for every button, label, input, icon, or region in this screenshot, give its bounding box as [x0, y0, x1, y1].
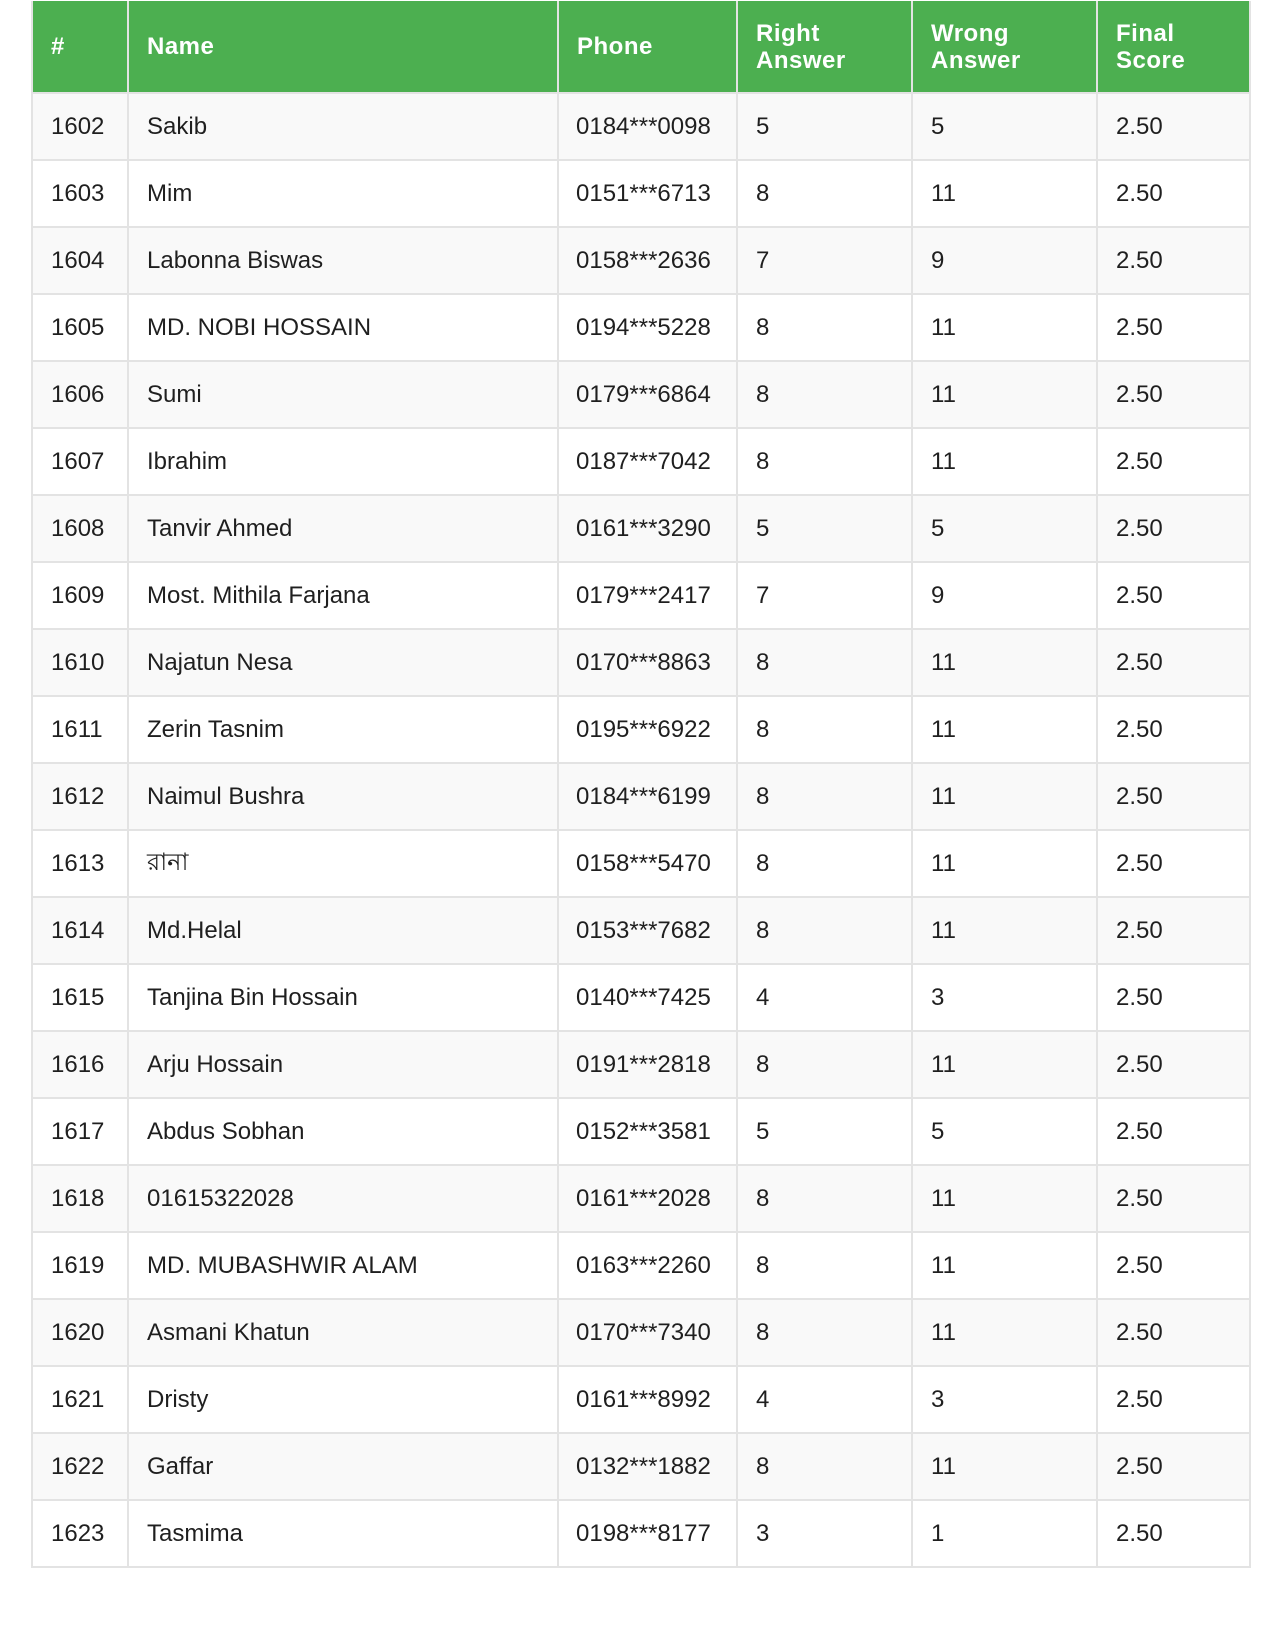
cell-wrong-answer: 9	[912, 227, 1097, 294]
cell-id: 1618	[32, 1165, 128, 1232]
cell-final-score: 2.50	[1097, 361, 1250, 428]
header-phone: Phone	[558, 1, 737, 93]
table-row	[32, 428, 1250, 495]
cell-wrong-answer: 5	[912, 495, 1097, 562]
cell-name: Dristy	[128, 1366, 558, 1433]
cell-right-answer: 7	[737, 227, 912, 294]
cell-phone: 0187***7042	[558, 428, 737, 495]
cell-right-answer: 8	[737, 629, 912, 696]
cell-final-score: 2.50	[1097, 562, 1250, 629]
cell-phone: 0163***2260	[558, 1232, 737, 1299]
cell-final-score: 2.50	[1097, 1500, 1250, 1567]
cell-id: 1610	[32, 629, 128, 696]
cell-final-score: 2.50	[1097, 1299, 1250, 1366]
table-row	[32, 629, 1250, 696]
header-wrong-answer-line1: Wrong	[931, 19, 1010, 47]
cell-right-answer: 8	[737, 1232, 912, 1299]
cell-phone: 0184***6199	[558, 763, 737, 830]
cell-phone: 0158***2636	[558, 227, 737, 294]
cell-final-score: 2.50	[1097, 1433, 1250, 1500]
cell-name: Labonna Biswas	[128, 227, 558, 294]
cell-id: 1619	[32, 1232, 128, 1299]
cell-wrong-answer: 11	[912, 1031, 1097, 1098]
cell-id: 1620	[32, 1299, 128, 1366]
cell-phone: 0184***0098	[558, 93, 737, 160]
table-body	[32, 93, 1250, 1567]
cell-wrong-answer: 11	[912, 897, 1097, 964]
cell-name: Najatun Nesa	[128, 629, 558, 696]
cell-right-answer: 8	[737, 1165, 912, 1232]
cell-phone: 0161***8992	[558, 1366, 737, 1433]
cell-phone: 0161***2028	[558, 1165, 737, 1232]
cell-id: 1602	[32, 93, 128, 160]
cell-name: Sumi	[128, 361, 558, 428]
cell-right-answer: 8	[737, 428, 912, 495]
header-id: #	[32, 1, 128, 93]
cell-id: 1621	[32, 1366, 128, 1433]
cell-right-answer: 8	[737, 830, 912, 897]
cell-wrong-answer: 5	[912, 1098, 1097, 1165]
cell-id: 1614	[32, 897, 128, 964]
cell-phone: 0153***7682	[558, 897, 737, 964]
cell-name: Arju Hossain	[128, 1031, 558, 1098]
header-name: Name	[128, 1, 558, 93]
table-header	[32, 1, 1250, 93]
cell-name: Tasmima	[128, 1500, 558, 1567]
cell-final-score: 2.50	[1097, 1031, 1250, 1098]
cell-right-answer: 3	[737, 1500, 912, 1567]
cell-final-score: 2.50	[1097, 1098, 1250, 1165]
table-row	[32, 1165, 1250, 1232]
table-row	[32, 495, 1250, 562]
cell-wrong-answer: 11	[912, 696, 1097, 763]
cell-id: 1607	[32, 428, 128, 495]
cell-final-score: 2.50	[1097, 1232, 1250, 1299]
cell-final-score: 2.50	[1097, 93, 1250, 160]
table-row	[32, 361, 1250, 428]
cell-right-answer: 8	[737, 160, 912, 227]
cell-right-answer: 5	[737, 495, 912, 562]
cell-id: 1616	[32, 1031, 128, 1098]
table-row	[32, 1500, 1250, 1567]
cell-name: Tanjina Bin Hossain	[128, 964, 558, 1031]
cell-name: Tanvir Ahmed	[128, 495, 558, 562]
results-table	[31, 1, 1251, 1568]
cell-id: 1603	[32, 160, 128, 227]
cell-wrong-answer: 3	[912, 1366, 1097, 1433]
cell-final-score: 2.50	[1097, 964, 1250, 1031]
cell-wrong-answer: 11	[912, 361, 1097, 428]
cell-wrong-answer: 1	[912, 1500, 1097, 1567]
cell-phone: 0170***8863	[558, 629, 737, 696]
cell-wrong-answer: 11	[912, 428, 1097, 495]
cell-id: 1623	[32, 1500, 128, 1567]
header-right-answer-line2: Answer	[756, 46, 846, 74]
cell-right-answer: 8	[737, 361, 912, 428]
cell-name: MD. NOBI HOSSAIN	[128, 294, 558, 361]
cell-right-answer: 8	[737, 897, 912, 964]
cell-phone: 0191***2818	[558, 1031, 737, 1098]
cell-final-score: 2.50	[1097, 294, 1250, 361]
cell-id: 1609	[32, 562, 128, 629]
cell-wrong-answer: 5	[912, 93, 1097, 160]
cell-right-answer: 8	[737, 1433, 912, 1500]
cell-right-answer: 5	[737, 1098, 912, 1165]
cell-id: 1604	[32, 227, 128, 294]
cell-phone: 0151***6713	[558, 160, 737, 227]
cell-right-answer: 4	[737, 1366, 912, 1433]
cell-phone: 0194***5228	[558, 294, 737, 361]
cell-final-score: 2.50	[1097, 629, 1250, 696]
cell-final-score: 2.50	[1097, 495, 1250, 562]
header-wrong-answer	[912, 1, 1097, 93]
cell-id: 1615	[32, 964, 128, 1031]
cell-final-score: 2.50	[1097, 428, 1250, 495]
cell-name: Abdus Sobhan	[128, 1098, 558, 1165]
table-row	[32, 93, 1250, 160]
cell-wrong-answer: 9	[912, 562, 1097, 629]
header-final-score-line2: Score	[1116, 46, 1186, 74]
table-row	[32, 1098, 1250, 1165]
cell-name: Sakib	[128, 93, 558, 160]
cell-id: 1612	[32, 763, 128, 830]
table-row	[32, 763, 1250, 830]
cell-final-score: 2.50	[1097, 696, 1250, 763]
cell-wrong-answer: 11	[912, 1232, 1097, 1299]
table-row	[32, 1366, 1250, 1433]
cell-phone: 0161***3290	[558, 495, 737, 562]
cell-phone: 0179***2417	[558, 562, 737, 629]
cell-name: Ibrahim	[128, 428, 558, 495]
cell-name: Most. Mithila Farjana	[128, 562, 558, 629]
cell-id: 1608	[32, 495, 128, 562]
cell-wrong-answer: 11	[912, 629, 1097, 696]
cell-wrong-answer: 3	[912, 964, 1097, 1031]
cell-final-score: 2.50	[1097, 1366, 1250, 1433]
cell-wrong-answer: 11	[912, 160, 1097, 227]
cell-name: Naimul Bushra	[128, 763, 558, 830]
cell-phone: 0195***6922	[558, 696, 737, 763]
cell-id: 1617	[32, 1098, 128, 1165]
cell-right-answer: 8	[737, 1299, 912, 1366]
cell-name: Md.Helal	[128, 897, 558, 964]
cell-final-score: 2.50	[1097, 160, 1250, 227]
cell-name: 01615322028	[128, 1165, 558, 1232]
cell-wrong-answer: 11	[912, 1165, 1097, 1232]
cell-id: 1605	[32, 294, 128, 361]
cell-right-answer: 8	[737, 1031, 912, 1098]
header-wrong-answer-line2: Answer	[931, 46, 1021, 74]
table-row	[32, 1031, 1250, 1098]
cell-right-answer: 8	[737, 763, 912, 830]
cell-wrong-answer: 11	[912, 1433, 1097, 1500]
cell-name: Asmani Khatun	[128, 1299, 558, 1366]
table-row	[32, 1299, 1250, 1366]
table-row	[32, 830, 1250, 897]
cell-name: MD. MUBASHWIR ALAM	[128, 1232, 558, 1299]
cell-right-answer: 7	[737, 562, 912, 629]
cell-name: Mim	[128, 160, 558, 227]
table-row	[32, 227, 1250, 294]
cell-wrong-answer: 11	[912, 830, 1097, 897]
header-final-score	[1097, 1, 1250, 93]
cell-right-answer: 4	[737, 964, 912, 1031]
table-row	[32, 1433, 1250, 1500]
cell-right-answer: 8	[737, 294, 912, 361]
cell-phone: 0132***1882	[558, 1433, 737, 1500]
cell-final-score: 2.50	[1097, 897, 1250, 964]
cell-wrong-answer: 11	[912, 1299, 1097, 1366]
cell-right-answer: 8	[737, 696, 912, 763]
header-right-answer-line1: Right	[756, 19, 820, 47]
table-row	[32, 160, 1250, 227]
cell-wrong-answer: 11	[912, 294, 1097, 361]
table-row	[32, 294, 1250, 361]
cell-phone: 0158***5470	[558, 830, 737, 897]
table-row	[32, 897, 1250, 964]
table-row	[32, 964, 1250, 1031]
cell-id: 1613	[32, 830, 128, 897]
cell-phone: 0179***6864	[558, 361, 737, 428]
cell-wrong-answer: 11	[912, 763, 1097, 830]
table-row	[32, 696, 1250, 763]
cell-name: Gaffar	[128, 1433, 558, 1500]
header-row	[32, 1, 1250, 93]
header-right-answer	[737, 1, 912, 93]
cell-phone: 0152***3581	[558, 1098, 737, 1165]
cell-id: 1606	[32, 361, 128, 428]
cell-final-score: 2.50	[1097, 1165, 1250, 1232]
cell-right-answer: 5	[737, 93, 912, 160]
cell-phone: 0140***7425	[558, 964, 737, 1031]
cell-final-score: 2.50	[1097, 763, 1250, 830]
cell-phone: 0170***7340	[558, 1299, 737, 1366]
table-row	[32, 562, 1250, 629]
cell-id: 1611	[32, 696, 128, 763]
table-row	[32, 1232, 1250, 1299]
cell-name: রানা	[128, 830, 558, 897]
cell-id: 1622	[32, 1433, 128, 1500]
cell-phone: 0198***8177	[558, 1500, 737, 1567]
header-final-score-line1: Final	[1116, 19, 1175, 47]
cell-final-score: 2.50	[1097, 227, 1250, 294]
cell-final-score: 2.50	[1097, 830, 1250, 897]
cell-name: Zerin Tasnim	[128, 696, 558, 763]
